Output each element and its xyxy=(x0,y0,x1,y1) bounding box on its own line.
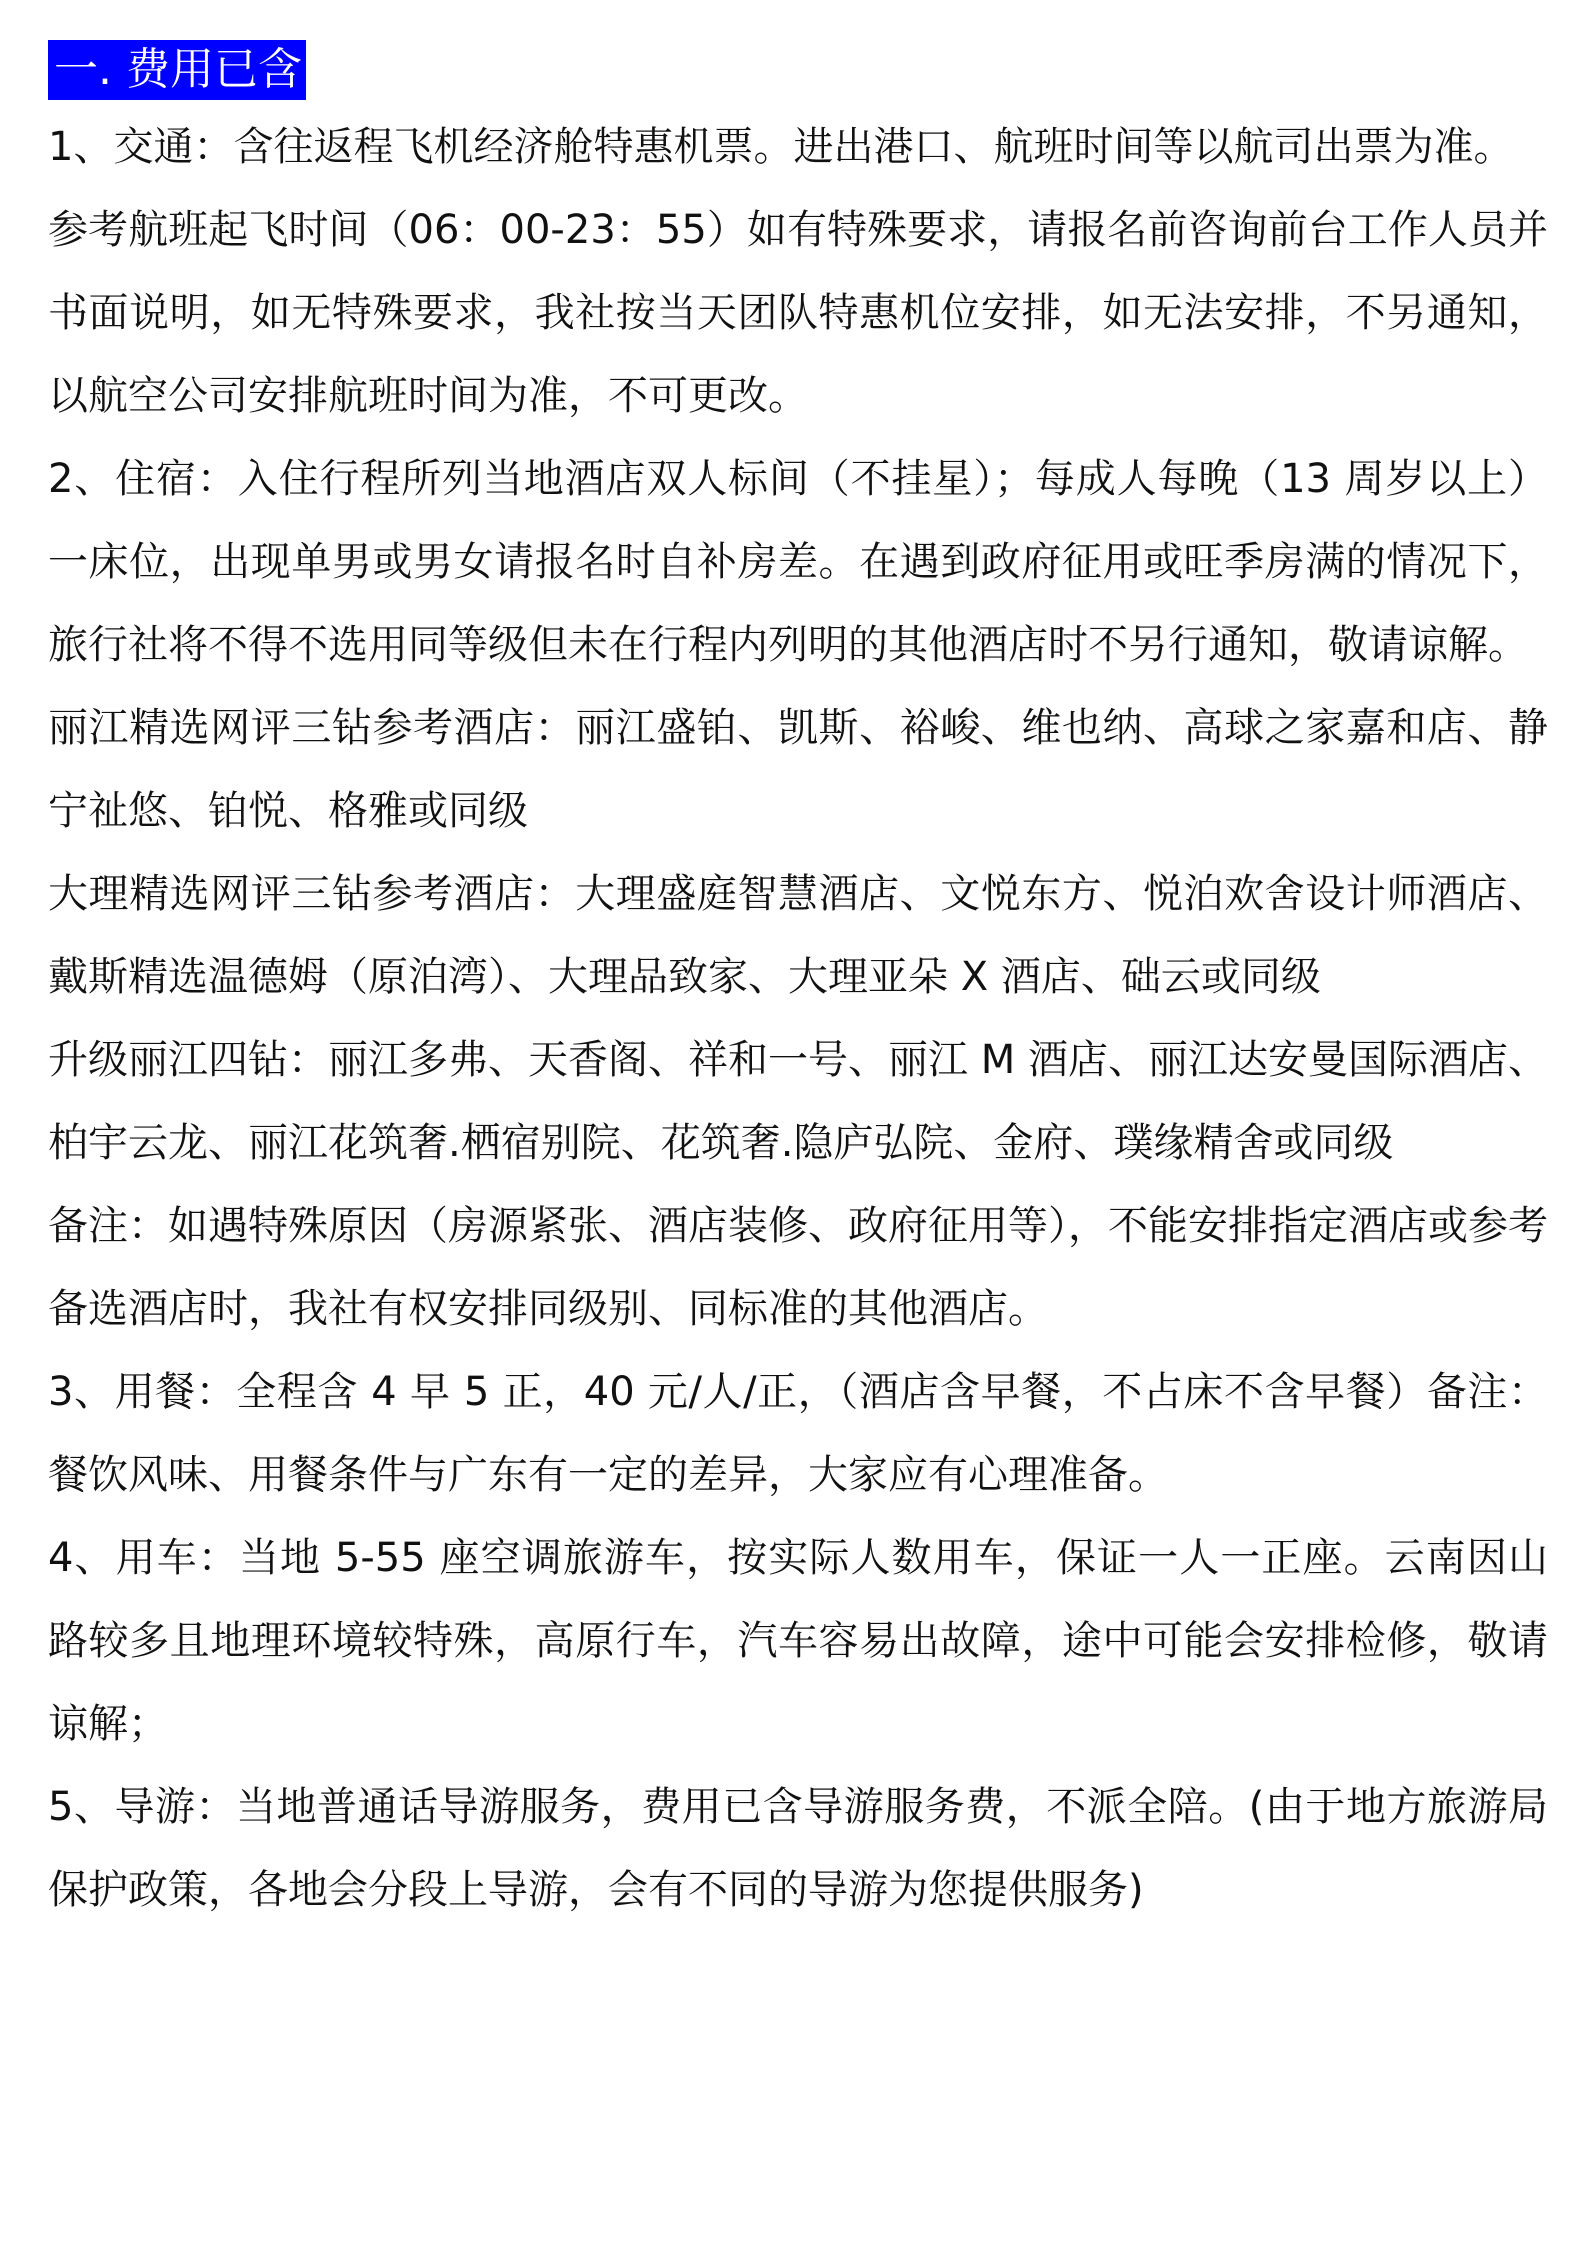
paragraph-upgrade-hotels: 升级丽江四钻：丽江多弗、天香阁、祥和一号、丽江 M 酒店、丽江达安曼国际酒店、柏宇云龙、丽江花筑奢.栖宿别院、花筑奢.隐庐弘院、金府、璞缘精舍或同级 xyxy=(48,1037,1548,1166)
document-page xyxy=(48,40,1548,1932)
paragraph-vehicle: 4、用车：当地 5-55 座空调旅游车，按实际人数用车，保证一人一正座。云南因山路较多且地理环境较特殊，高原行车，汽车容易出故障，途中可能会安排检修，敬请谅解； xyxy=(48,1535,1548,1747)
paragraph-hotel-remark: 备注：如遇特殊原因（房源紧张、酒店装修、政府征用等），不能安排指定酒店或参考备选酒店时，我社有权安排同级别、同标准的其他酒店。 xyxy=(48,1203,1548,1332)
paragraph-flight-time: 参考航班起飞时间（06：00-23：55）如有特殊要求，请报名前咨询前台工作人员并书面说明，如无特殊要求，我社按当天团队特惠机位安排，如无法安排，不另通知，以航空公司安排航班时间为准，不可更改。 xyxy=(48,207,1548,419)
section-title: 一. 费用已含 xyxy=(48,40,306,100)
paragraph-meals: 3、用餐：全程含 4 早 5 正，40 元/人/正，（酒店含早餐，不占床不含早餐）备注：餐饮风味、用餐条件与广东有一定的差异，大家应有心理准备。 xyxy=(48,1369,1548,1498)
paragraph-transport: 1、交通：含往返程飞机经济舱特惠机票。进出港口、航班时间等以航司出票为准。 xyxy=(48,124,1514,170)
paragraph-guide: 5、导游：当地普通话导游服务，费用已含导游服务费，不派全陪。(由于地方旅游局保护政策，各地会分段上导游，会有不同的导游为您提供服务) xyxy=(48,1784,1548,1913)
paragraph-accommodation: 2、住宿：入住行程所列当地酒店双人标间（不挂星）；每成人每晚（13 周岁以上）一床位，出现单男或男女请报名时自补房差。在遇到政府征用或旺季房满的情况下，旅行社将不得不选用同等级但未在行程内列明的其他酒店时不另行通知，敬请谅解。 xyxy=(48,456,1548,668)
paragraph-lijiang-hotels: 丽江精选网评三钻参考酒店：丽江盛铂、凯斯、裕峻、维也纳、高球之家嘉和店、静宁祉悠、铂悦、格雅或同级 xyxy=(48,705,1548,834)
paragraph-dali-hotels: 大理精选网评三钻参考酒店：大理盛庭智慧酒店、文悦东方、悦泊欢舍设计师酒店、戴斯精选温德姆（原泊湾）、大理品致家、大理亚朵 X 酒店、础云或同级 xyxy=(48,871,1548,1000)
